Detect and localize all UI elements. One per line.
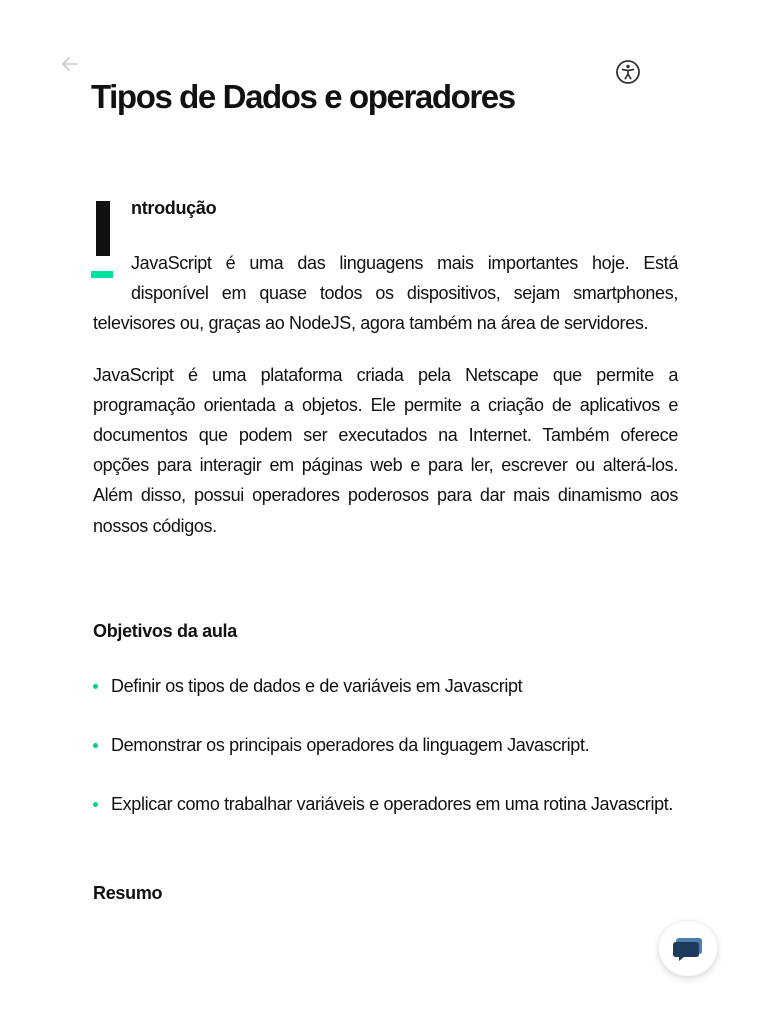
arrow-left-icon bbox=[58, 52, 82, 76]
dropcap-accent-bar bbox=[91, 271, 113, 278]
list-item bbox=[93, 671, 678, 701]
objective-text: Definir os tipos de dados e de variáveis em Javascript bbox=[111, 675, 523, 696]
introduction-section bbox=[93, 196, 678, 541]
accessibility-icon bbox=[615, 59, 641, 85]
summary-heading: Resumo bbox=[93, 882, 163, 903]
dropcap-letter bbox=[93, 196, 131, 282]
bullet-icon bbox=[93, 802, 98, 807]
list-item bbox=[93, 730, 678, 760]
introduction-heading: ntrodução bbox=[131, 198, 217, 218]
lesson-content bbox=[93, 196, 678, 905]
intro-paragraph-1: JavaScript é uma das linguagens mais importantes hoje. Está disponível em quase todos os dispositivos, sejam smartphones, televisores ou, graças ao NodeJS, agora também na área de servidores. bbox=[93, 253, 678, 334]
chat-bubbles-icon bbox=[671, 934, 705, 964]
chat-button[interactable] bbox=[659, 921, 717, 976]
objectives-list bbox=[93, 671, 678, 819]
bullet-icon bbox=[93, 684, 98, 689]
accessibility-button[interactable] bbox=[615, 59, 641, 85]
bullet-icon bbox=[93, 743, 98, 748]
back-button[interactable] bbox=[58, 52, 82, 76]
page-title: Tipos de Dados e operadores bbox=[91, 78, 515, 115]
intro-paragraph-2: JavaScript é uma plataforma criada pela Netscape que permite a programação orientada a objetos. Ele permite a criação de aplicativos e documentos que podem ser executados na Internet. Também oferece opções para interagir em páginas web e para ler, escrever ou alterá-los. Além disso, possui operadores poderosos para dar mais dinamismo aos nossos códigos. bbox=[93, 364, 678, 536]
objective-text: Explicar como trabalhar variáveis e operadores em uma rotina Javascript. bbox=[111, 793, 674, 814]
dropcap-glyph bbox=[96, 201, 110, 256]
list-item bbox=[93, 789, 678, 819]
objective-text: Demonstrar os principais operadores da linguagem Javascript. bbox=[111, 734, 590, 755]
objectives-heading: Objetivos da aula bbox=[93, 620, 237, 641]
